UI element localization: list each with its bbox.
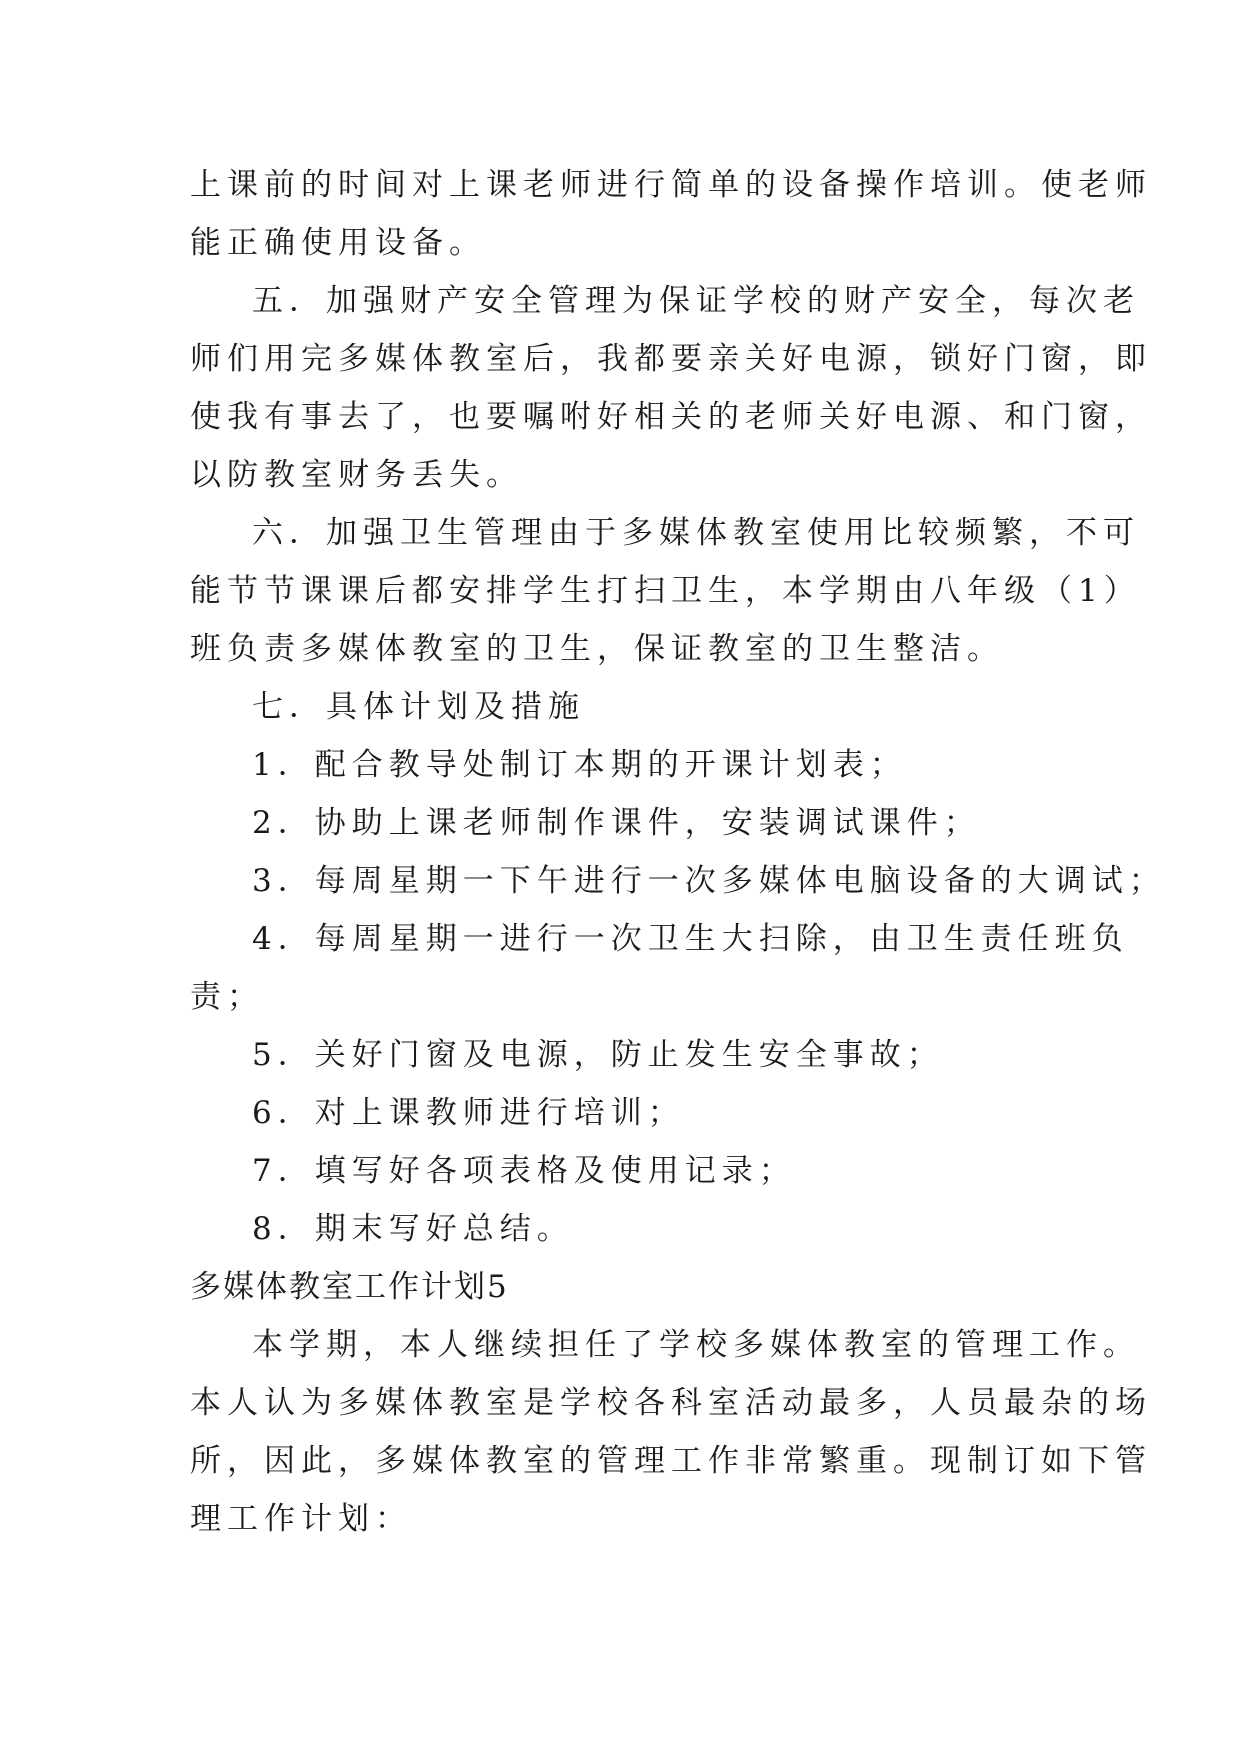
- paragraph-line: 本学期，本人继续担任了学校多媒体教室的管理工作。: [252, 1327, 1140, 1363]
- list-item: 3．每周星期一下午进行一次多媒体电脑设备的大调试；: [252, 863, 1166, 899]
- paragraph-line: 本人认为多媒体教室是学校各科室活动最多，人员最杂的场: [190, 1385, 1152, 1421]
- paragraph-line: 所，因此，多媒体教室的管理工作非常繁重。现制订如下管: [190, 1443, 1152, 1479]
- list-item: 7．填写好各项表格及使用记录；: [252, 1153, 796, 1189]
- paragraph-line: 上课前的时间对上课老师进行简单的设备操作培训。使老师: [190, 167, 1152, 203]
- list-item: 5．关好门窗及电源，防止发生安全事故；: [252, 1037, 944, 1073]
- section-title: 多媒体教室工作计划5: [190, 1269, 509, 1305]
- paragraph-line: 师们用完多媒体教室后，我都要亲关好电源，锁好门窗，即: [190, 341, 1152, 377]
- list-item: 8．期末写好总结。: [252, 1211, 574, 1247]
- list-item: 1．配合教导处制订本期的开课计划表；: [252, 747, 907, 783]
- paragraph-line: 班负责多媒体教室的卫生，保证教室的卫生整洁。: [190, 631, 1004, 667]
- list-item-continuation: 责；: [190, 979, 264, 1015]
- section-6-line: 六．加强卫生管理由于多媒体教室使用比较频繁，不可: [252, 515, 1140, 551]
- section-5-line: 五．加强财产安全管理为保证学校的财产安全，每次老: [252, 283, 1140, 319]
- paragraph-line: 以防教室财务丢失。: [190, 457, 523, 493]
- list-item: 2．协助上课老师制作课件，安装调试课件；: [252, 805, 981, 841]
- paragraph-line: 能节节课课后都安排学生打扫卫生，本学期由八年级（1）: [190, 573, 1141, 609]
- paragraph-line: 理工作计划：: [190, 1501, 412, 1537]
- paragraph-line: 使我有事去了，也要嘱咐好相关的老师关好电源、和门窗，: [190, 399, 1152, 435]
- list-item: 4．每周星期一进行一次卫生大扫除，由卫生责任班负: [252, 921, 1129, 957]
- list-item: 6．对上课教师进行培训；: [252, 1095, 685, 1131]
- section-7-heading: 七．具体计划及措施: [252, 689, 585, 725]
- paragraph-line: 能正确使用设备。: [190, 225, 486, 261]
